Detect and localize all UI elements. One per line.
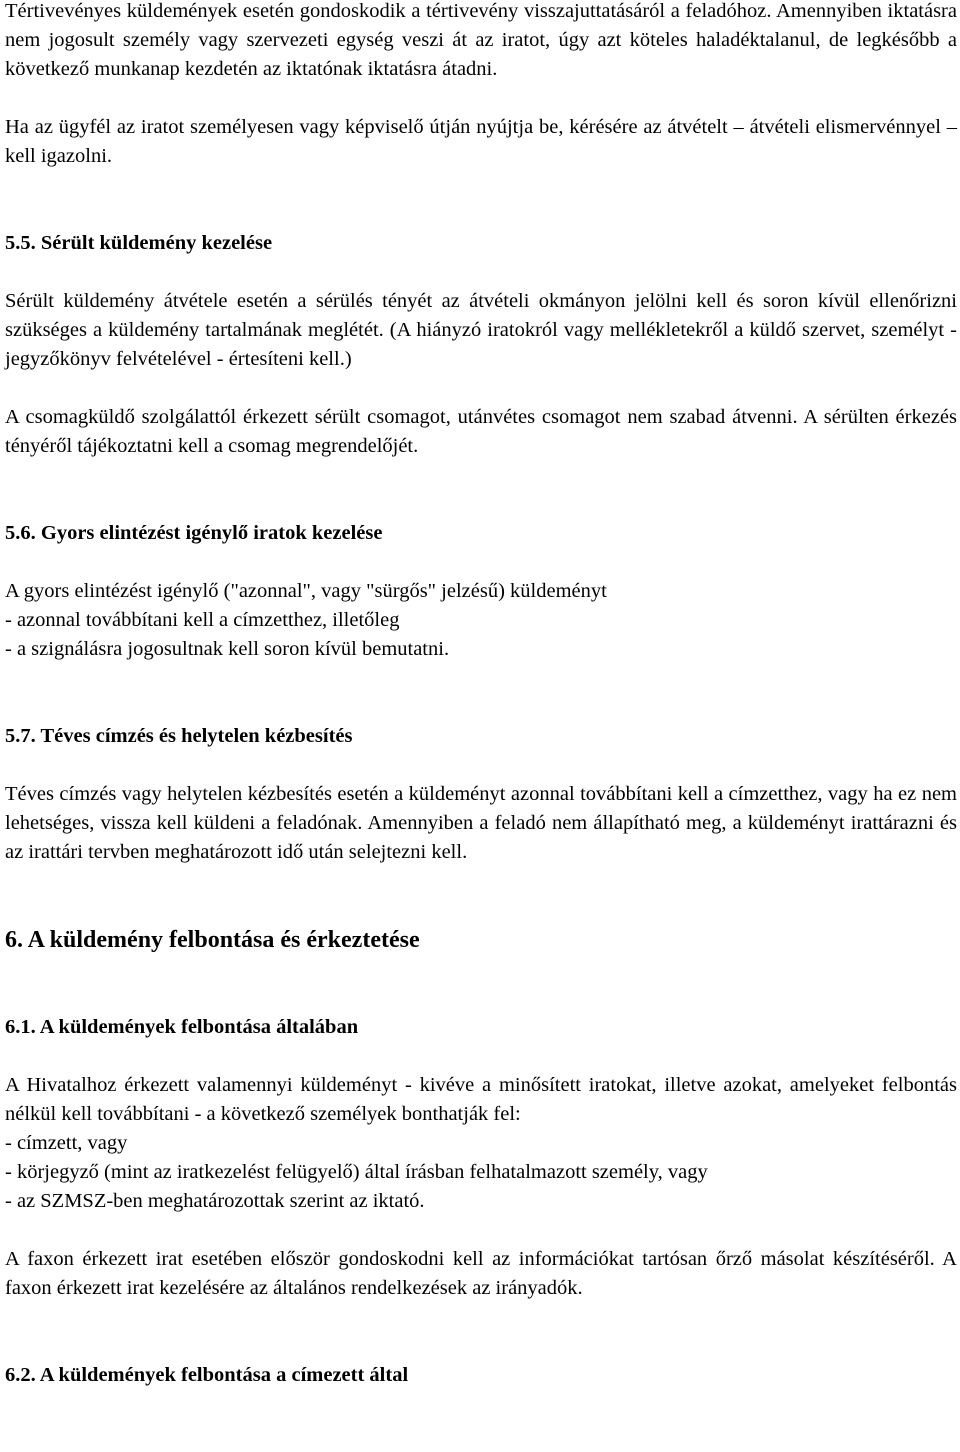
section-6-1-paragraph-1: A Hivatalhoz érkezett valamennyi küldeményt - kivéve a minősített iratokat, illetve azokat, amelyeket felbontás nélkül kell továbbítani - a következő személyek bonthatják fel:	[5, 1074, 957, 1125]
spacer	[5, 896, 957, 925]
document-page	[5, 0, 957, 1390]
spacer	[5, 984, 957, 1013]
spacer	[5, 200, 957, 229]
spacer	[5, 1216, 957, 1245]
section-5-7-heading: 5.7. Téves címzés és helytelen kézbesítés	[5, 725, 353, 747]
spacer	[5, 374, 957, 403]
spacer	[5, 1042, 957, 1071]
spacer	[5, 1332, 957, 1361]
spacer	[5, 867, 957, 896]
spacer	[5, 461, 957, 490]
spacer	[5, 664, 957, 693]
intro-paragraph-2: Ha az ügyfél az iratot személyesen vagy képviselő útján nyújtja be, kérésére az átvételt – átvételi elismervénnyel – kell igazolni.	[5, 116, 957, 167]
spacer	[5, 693, 957, 722]
section-5-6-heading: 5.6. Gyors elintézést igénylő iratok kezelése	[5, 522, 383, 544]
section-5-5-paragraph-2: A csomagküldő szolgálattól érkezett sérült csomagot, utánvétes csomagot nem szabad átvenni. A sérülten érkezés tényéről tájékoztatni kell a csomag megrendelőjét.	[5, 406, 957, 457]
section-6-2-heading: 6.2. A küldemények felbontása a címezett által	[5, 1364, 409, 1386]
spacer	[5, 548, 957, 577]
section-5-5-paragraph-1: Sérült küldemény átvétele esetén a sérülés tényét az átvételi okmányon jelölni kell és soron kívül ellenőrizni szükséges a küldemény tartalmának meglétét. (A hiányzó iratokról vagy mellékletekről a küldő szervet, személyt - jegyzőkönyv felvételével - értesíteni kell.)	[5, 290, 957, 370]
section-5-5-heading: 5.5. Sérült küldemény kezelése	[5, 232, 273, 254]
spacer	[5, 258, 957, 287]
spacer	[5, 171, 957, 200]
section-6-1-heading: 6.1. A küldemények felbontása általában	[5, 1016, 359, 1038]
section-5-6-line-2: - azonnal továbbítani kell a címzetthez, illetőleg	[5, 609, 400, 631]
spacer	[5, 490, 957, 519]
intro-paragraph-1: Tértivevényes küldemények esetén gondoskodik a tértivevény visszajuttatásáról a feladóhoz. Amennyiben iktatásra nem jogosult személy vagy szervezeti egység veszi át az iratot, úgy azt köteles haladéktalanul, de legkésőbb a következő munkanap kezdetén az iktatónak iktatásra átadni.	[5, 0, 957, 80]
spacer	[5, 84, 957, 113]
spacer	[5, 955, 957, 984]
section-5-6-line-1: A gyors elintézést igénylő ("azonnal", vagy "sürgős" jelzésű) küldeményt	[5, 580, 607, 602]
section-6-1-list-item-2: - körjegyző (mint az iratkezelést felügyelő) által írásban felhatalmazott személy, vagy	[5, 1161, 708, 1183]
spacer	[5, 751, 957, 780]
section-6-1-list-item-3: - az SZMSZ-ben meghatározottak szerint az iktató.	[5, 1190, 425, 1212]
section-6-1-list-item-1: - címzett, vagy	[5, 1132, 128, 1154]
spacer	[5, 1303, 957, 1332]
section-6-1-paragraph-2: A faxon érkezett irat esetében először gondoskodni kell az információkat tartósan őrző másolat készítéséről. A faxon érkezett irat kezelésére az általános rendelkezések az irányadók.	[5, 1248, 957, 1299]
section-5-6-line-3: - a szignálásra jogosultnak kell soron kívül bemutatni.	[5, 638, 450, 660]
chapter-6-title: 6. A küldemény felbontása és érkeztetése	[5, 927, 420, 953]
section-5-7-paragraph-1: Téves címzés vagy helytelen kézbesítés esetén a küldeményt azonnal továbbítani kell a címzetthez, vagy ha ez nem lehetséges, vissza kell küldeni a feladónak. Amennyiben a feladó nem állapítható meg, a küldeményt irattárazni és az irattári tervben meghatározott idő után selejtezni kell.	[5, 783, 957, 863]
